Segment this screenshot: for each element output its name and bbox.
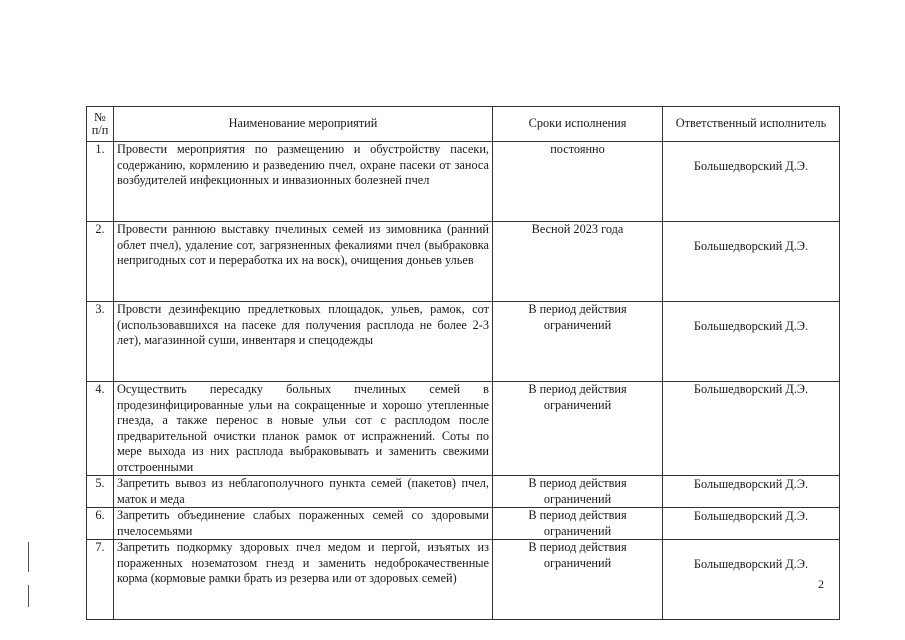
table-row — [87, 302, 840, 382]
page-number: 2 — [818, 577, 824, 591]
table-row — [87, 222, 840, 302]
header-name: Наименование мероприятий — [114, 107, 493, 142]
row-due: В период действия ограничений — [493, 508, 663, 540]
table-row — [87, 540, 840, 620]
table-row — [87, 382, 840, 476]
row-num: 3. — [87, 302, 114, 382]
header-responsible: Ответственный исполнитель — [663, 107, 840, 142]
row-due: В период действия ограничений — [493, 540, 663, 620]
table-row — [87, 476, 840, 508]
row-responsible: Большедворский Д.Э. — [663, 382, 840, 476]
row-num: 6. — [87, 508, 114, 540]
row-num: 1. — [87, 142, 114, 222]
table-header-row — [87, 107, 840, 142]
row-responsible: Большедворский Д.Э. — [663, 222, 840, 302]
row-num: 5. — [87, 476, 114, 508]
row-due: постоянно — [493, 142, 663, 222]
row-measure: Запретить вывоз из неблагополучного пункта семей (пакетов) пчел, маток и меда — [114, 476, 493, 508]
row-num: 2. — [87, 222, 114, 302]
row-measure: Провести мероприятия по размещению и обустройству пасеки, содержанию, кормлению и разведению пчел, охране пасеки от заноса возбудителей инфекционных и инвазионных болезней пчел — [114, 142, 493, 222]
row-measure: Провести раннюю выставку пчелиных семей из зимовника (ранний облет пчел), удаление сот, загрязненных фекалиями пчел (выбраковка непригодных сот и переработка их на воск), очищения доньев ульев — [114, 222, 493, 302]
row-due: Весной 2023 года — [493, 222, 663, 302]
scan-margin-mark — [28, 542, 29, 572]
measures-table — [86, 106, 840, 620]
row-due: В период действия ограничений — [493, 476, 663, 508]
row-responsible: Большедворский Д.Э. — [663, 302, 840, 382]
row-responsible: Большедворский Д.Э. — [663, 540, 840, 620]
row-due: В период действия ограничений — [493, 302, 663, 382]
row-num: 7. — [87, 540, 114, 620]
row-responsible: Большедворский Д.Э. — [663, 476, 840, 508]
row-due: В период действия ограничений — [493, 382, 663, 476]
row-responsible: Большедворский Д.Э. — [663, 508, 840, 540]
table-row — [87, 508, 840, 540]
row-responsible: Большедворский Д.Э. — [663, 142, 840, 222]
row-num: 4. — [87, 382, 114, 476]
scan-margin-mark — [28, 585, 29, 607]
row-measure: Запретить объединение слабых пораженных семей со здоровыми пчелосемьями — [114, 508, 493, 540]
row-measure: Провсти дезинфекцию предлетковых площадок, ульев, рамок, сот (использовавшихся на пасеке для получения расплода не более 2-3 лет), магазинной суши, инвентаря и спецодежды — [114, 302, 493, 382]
row-measure: Запретить подкормку здоровых пчел медом и пергой, изъятых из пораженных нозематозом гнезд и заменить недоброкачественные корма (кормовые рамки брать из резерва или от здоровых семей) — [114, 540, 493, 620]
row-measure: Осуществить пересадку больных пчелиных семей в продезинфицированные ульи на сокращенные и хорошо утепленные гнезда, а также перенос в новые ульи сот с расплодом после предварительной очистки планок рамок от испражнений. Соты по мере выхода из них расплода выбраковывать и заменить свежими отстроенными — [114, 382, 493, 476]
table-row — [87, 142, 840, 222]
header-due: Сроки исполнения — [493, 107, 663, 142]
header-num: № п/п — [87, 107, 114, 142]
